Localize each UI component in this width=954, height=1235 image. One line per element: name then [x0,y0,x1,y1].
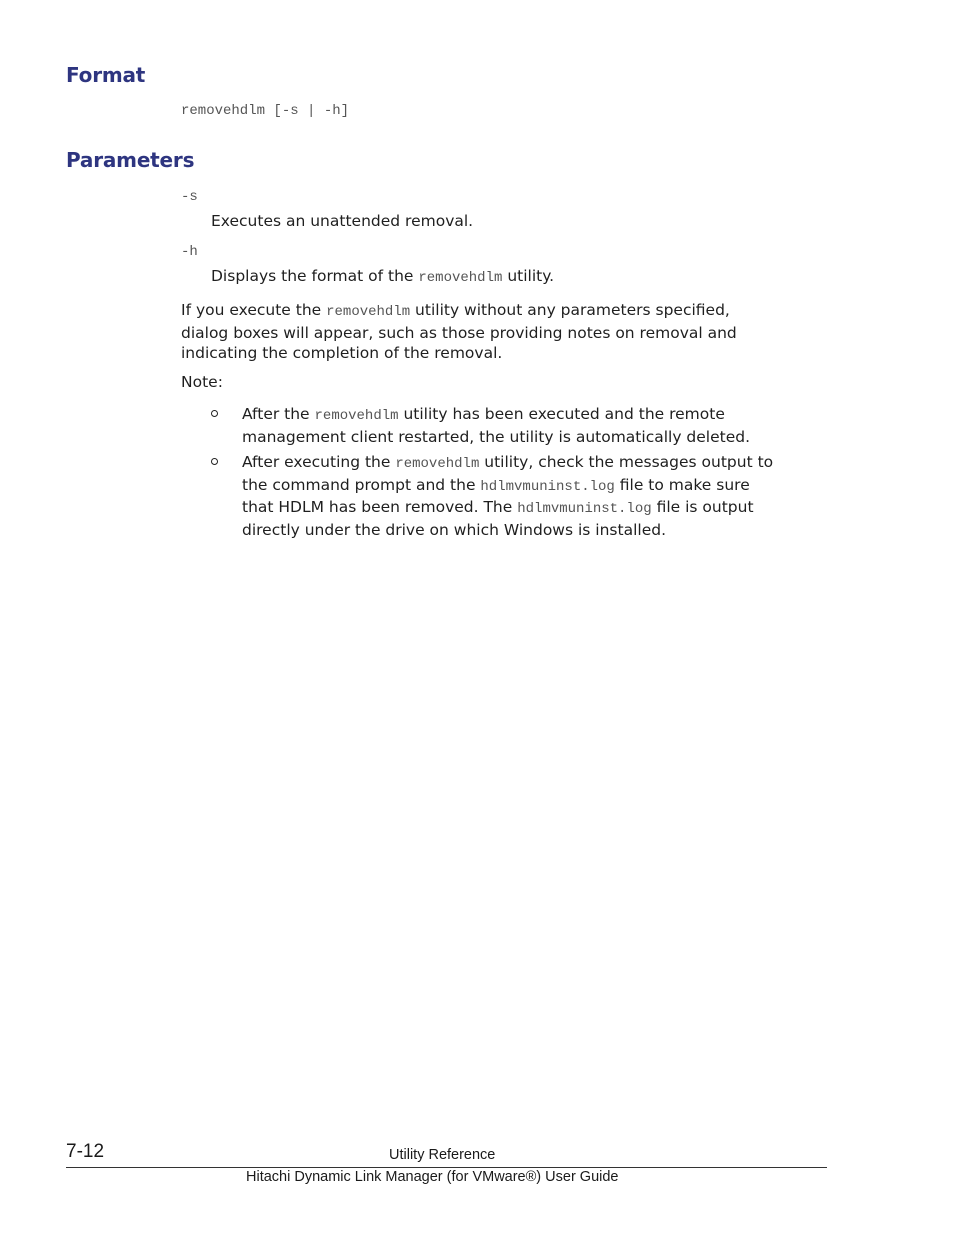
param-h-description [211,266,554,289]
bullet-1-line-1-post: utility has been executed and the remote [398,405,725,423]
note-label: Note: [181,373,223,391]
bullet-2-line-2-code: hdlmvmuninst.log [480,478,615,495]
param-h-desc-post: utility. [502,267,555,285]
parameters-heading: Parameters [66,148,195,172]
bullet-2-line-1-code: removehdlm [395,456,480,472]
param-s-description: Executes an unattended removal. [211,212,474,230]
format-syntax: removehdlm [-s | -h] [181,103,350,119]
paragraph-line-1-post: utility without any parameters specified, [410,301,730,319]
bullet-2-line-3-post: file is output [651,498,754,516]
footer-book-title: Hitachi Dynamic Link Manager (for VMware®) User Guide [246,1169,619,1185]
footer-divider [66,1167,827,1168]
param-s-flag: -s [181,189,198,205]
bullet-2-line-3-code: hdlmvmuninst.log [517,501,652,517]
bullet-2-line-1-pre: After executing the [242,453,396,471]
paragraph-line-1-pre: If you execute the [181,301,327,319]
footer-page-number: 7-12 [66,1141,105,1162]
bullet-2-line-3 [242,497,773,520]
bullet-1-line-1-pre: After the [242,405,315,423]
bullet-2-line-4: directly under the drive on which Windows is installed. [242,520,666,539]
bullet-2-line-1-post: utility, check the messages output to [479,453,774,471]
bullet-1-icon [211,410,218,417]
footer-section-title: Utility Reference [389,1147,496,1163]
param-h-desc-pre: Displays the format of the [211,267,419,285]
bullet-2-line-2-pre: the command prompt and the [242,475,481,494]
bullet-1-line-2: management client restarted, the utility is automatically deleted. [242,427,751,446]
bullet-2-line-2-post: file to make sure [614,475,750,494]
bullet-1-line-1 [242,404,750,427]
paragraph-line-1-code: removehdlm [326,304,411,320]
paragraph-line-1 [181,300,737,323]
format-heading: Format [66,63,146,87]
bullet-1-line-1-code: removehdlm [314,408,399,424]
note-bullet-1 [242,404,750,447]
paragraph-line-2: dialog boxes will appear, such as those providing notes on removal and [181,323,737,342]
parameters-paragraph [181,300,737,364]
bullet-2-line-2 [242,475,773,498]
param-h-flag: -h [181,244,198,260]
paragraph-line-3: indicating the completion of the removal. [181,344,503,362]
bullet-2-line-1 [242,452,773,475]
note-bullet-2 [242,452,773,540]
param-h-desc-code: removehdlm [418,270,503,286]
bullet-2-icon [211,458,218,465]
bullet-2-line-3-pre: that HDLM has been removed. The [242,498,518,516]
